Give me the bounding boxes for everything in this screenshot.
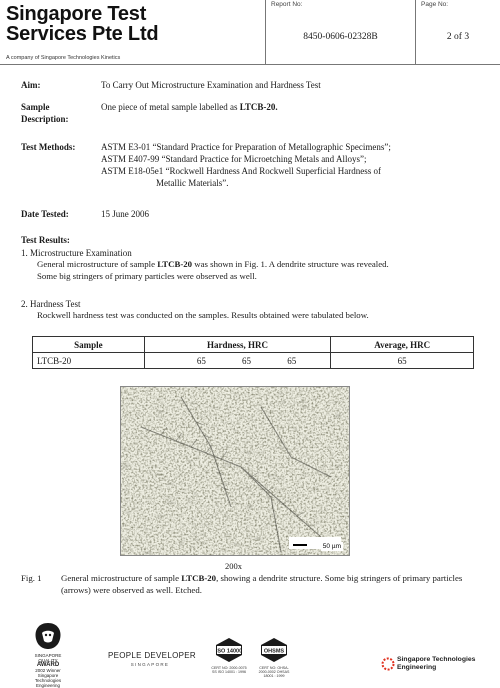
- hardness-reading-2: 65: [242, 355, 252, 366]
- cell-sample: LTCB-20: [33, 353, 145, 369]
- sample-label-line1: Sample: [21, 102, 50, 112]
- aim-value: To Carry Out Microstructure Examination and Hardness Test: [101, 80, 321, 90]
- st-engineering-text: [397, 656, 475, 672]
- magnification-label: 200x: [225, 561, 242, 571]
- result-item1-title: 1. Microstructure Examination: [21, 248, 132, 258]
- result-item1-sample: LTCB-20: [157, 259, 193, 269]
- quality-award-org: Singapore Technologies Engineering: [34, 673, 62, 688]
- result-item1-body: [37, 259, 477, 282]
- sample-value: [101, 101, 278, 113]
- iso-badge-icon: [214, 637, 244, 663]
- hardness-reading-3: 65: [287, 355, 297, 366]
- report-number-box: [265, 0, 415, 64]
- result-item2-body: Rockwell hardness test was conducted on the samples. Results obtained were tabulated below.: [37, 310, 369, 320]
- people-developer-sub: SINGAPORE: [130, 662, 170, 667]
- aim-label: Aim:: [21, 80, 41, 90]
- cell-hardness: [144, 353, 331, 369]
- result-item2-title: 2. Hardness Test: [21, 299, 81, 309]
- company-name-line2: Services Pte Ltd: [6, 23, 159, 45]
- page-number-label: Page No:: [421, 1, 449, 8]
- report-number: 8450-0606-02328B: [303, 32, 378, 42]
- quality-award-title: AWARD: [36, 662, 60, 668]
- figure-caption-text: General microstructure of sample: [61, 573, 182, 583]
- date-tested-label: Date Tested:: [21, 209, 69, 219]
- company-name-line1: Singapore Test: [6, 3, 147, 25]
- figure-caption-text2: , showing a dendrite structure. Some big stringers of primary particles (arrows) were observed as well. Etched.: [61, 573, 463, 595]
- sample-label: [21, 101, 69, 125]
- result-item1-text2: was shown in Fig. 1. A dendrite structure was revealed.: [192, 259, 389, 269]
- table-header-row: [33, 337, 474, 353]
- header-divider: [0, 64, 500, 65]
- iso-badge-text: ISO 14000: [215, 648, 243, 655]
- st-engineering-line1: Singapore Technologies: [397, 656, 476, 663]
- hardness-reading-1: 65: [196, 355, 206, 366]
- ohsms-cert-caption: CERT NO: OHSA-2000-0002 OHSAS 18001 : 1999: [258, 666, 290, 678]
- report-number-label: Report No:: [271, 1, 303, 8]
- iso14000-logo: [210, 637, 248, 674]
- st-engineering-line2: Engineering: [397, 664, 437, 671]
- hardness-table: [32, 336, 474, 369]
- cell-average: 65: [331, 353, 474, 369]
- sample-id: LTCB-20.: [239, 102, 278, 112]
- iso-cert-caption: CERT NO: 2000-0075 SS ISO 14001 : 1996: [211, 666, 247, 674]
- test-method-item: ASTM E407-99 “Standard Practice for Microetching Metals and Alloys”;: [101, 154, 367, 164]
- quality-award-line2: QUALITY: [38, 658, 58, 663]
- table-row: [33, 353, 474, 369]
- page-number-box: [415, 0, 500, 64]
- figure-number: Fig. 1: [21, 573, 42, 583]
- people-developer-text: PEOPLE DEVELOPER: [108, 651, 196, 660]
- st-engineering-icon: [381, 657, 395, 671]
- footer-logos: [0, 615, 500, 688]
- date-tested-value: 15 June 2006: [101, 209, 149, 219]
- figure-caption: [21, 573, 491, 596]
- ohsms-logo: [255, 637, 293, 678]
- result-item1-text: General microstructure of sample: [37, 259, 158, 269]
- column-header-hardness: Hardness, HRC: [144, 337, 331, 353]
- quality-award-text: [28, 653, 68, 688]
- quality-award-logo: [28, 621, 68, 688]
- scale-bar-label: 50 µm: [322, 543, 341, 550]
- quality-award-line1: SINGAPORE: [34, 653, 62, 658]
- figure-caption-sample: LTCB-20: [181, 573, 217, 583]
- result-item1-line2: Some big stringers of primary particles were observed as well.: [37, 270, 257, 281]
- quality-award-year: 2002 Winner: [35, 668, 61, 673]
- page-number: 2 of 3: [446, 32, 470, 42]
- dendrite-structure-graphic: [121, 387, 350, 556]
- test-method-item: ASTM E3-01 “Standard Practice for Preparation of Metallographic Specimens”;: [101, 142, 391, 152]
- company-subtitle: A company of Singapore Technologies Kinetics: [6, 55, 121, 61]
- micrograph-image: [120, 386, 350, 556]
- sample-label-line2: Description:: [21, 114, 69, 124]
- test-methods-label: Test Methods:: [21, 142, 76, 152]
- test-results-title: Test Results:: [21, 235, 70, 245]
- column-header-average: Average, HRC: [331, 337, 474, 353]
- report-header: [0, 0, 500, 72]
- test-method-item: ASTM E18-05e1 “Rockwell Hardness And Rockwell Superficial Hardness of: [101, 166, 381, 176]
- ohsms-badge-text: OHSMS: [263, 648, 285, 655]
- ohsms-badge-icon: [259, 637, 289, 663]
- column-header-sample: Sample: [33, 337, 145, 353]
- company-name: [6, 4, 158, 44]
- people-developer-logo: [108, 651, 196, 667]
- sample-value-text: One piece of metal sample labelled as: [101, 102, 240, 112]
- test-methods-list: [101, 141, 481, 189]
- test-method-item: Metallic Materials”.: [156, 178, 229, 188]
- lion-icon: [28, 621, 68, 651]
